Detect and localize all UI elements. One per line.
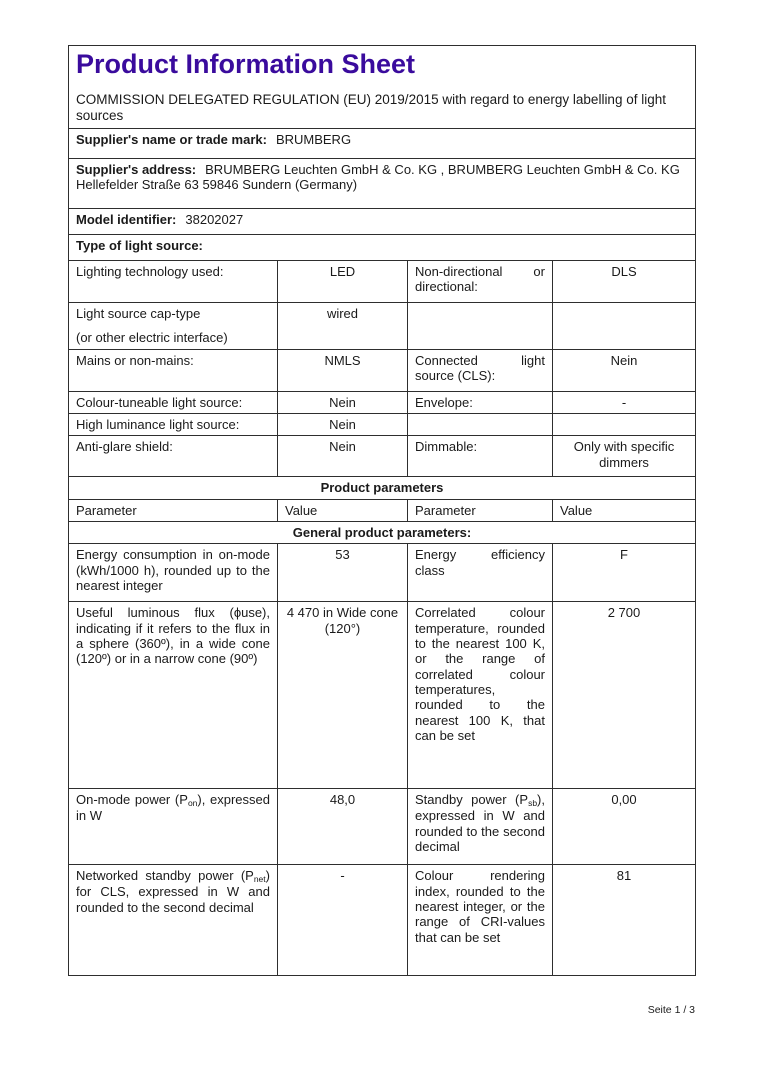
param-directionality: Non-directional or directional: <box>408 261 553 303</box>
supplier-address-value: BRUMBERG Leuchten GmbH & Co. KG , BRUMBERG Leuchten GmbH & Co. KG Hellefelder Straße 63 59846 Sundern (Germany) <box>76 162 680 193</box>
table-row <box>69 349 696 391</box>
value-useful-luminous-flux: 4 470 in Wide cone (120°) <box>278 602 408 789</box>
param-empty-1 <box>408 303 553 350</box>
cap-type-line1: Light source cap-type <box>76 306 201 321</box>
networked-standby-text-end: ) for CLS, expressed in W and rounded to the second decimal <box>76 868 270 915</box>
on-mode-power-text: On-mode power (P <box>76 792 188 808</box>
value-colour-rendering-index: 81 <box>553 865 696 976</box>
type-of-light-source-label: Type of light source: <box>76 238 203 253</box>
value-on-mode-power: 48,0 <box>278 789 408 865</box>
column-header-parameter-1: Parameter <box>69 499 278 521</box>
page-title: Product Information Sheet <box>76 49 416 79</box>
param-colour-rendering-index: Colour rendering index, rounded to the nearest integer, or the range of CRI-values that can be set <box>408 865 553 976</box>
page-number: Seite 1 / 3 <box>647 1004 695 1016</box>
column-header-value-1: Value <box>278 499 408 521</box>
networked-standby-subscript: net <box>253 874 266 885</box>
value-lighting-technology: LED <box>278 261 408 303</box>
column-header-row <box>69 499 696 521</box>
value-connected-light-source: Nein <box>553 349 696 391</box>
supplier-name-label: Supplier's name or trade mark: <box>76 132 267 147</box>
column-header-parameter-2: Parameter <box>408 499 553 521</box>
model-identifier-row <box>69 209 696 235</box>
value-anti-glare: Nein <box>278 436 408 477</box>
param-lighting-technology: Lighting technology used: <box>69 261 278 303</box>
table-row <box>69 865 696 976</box>
value-high-luminance: Nein <box>278 413 408 435</box>
param-envelope: Envelope: <box>408 391 553 413</box>
supplier-address-row <box>69 159 696 209</box>
table-row <box>69 544 696 602</box>
value-energy-consumption: 53 <box>278 544 408 602</box>
param-standby-power <box>408 789 553 865</box>
standby-power-subscript: sb <box>528 798 538 809</box>
section-title-product-parameters: Product parameters <box>69 477 696 499</box>
param-energy-efficiency-class: Energy efficiency class <box>408 544 553 602</box>
product-info-table <box>68 45 696 976</box>
value-networked-standby-power: - <box>278 865 408 976</box>
value-colour-tuneable: Nein <box>278 391 408 413</box>
type-of-light-source-row <box>69 235 696 261</box>
param-networked-standby-power <box>69 865 278 976</box>
table-row <box>69 602 696 789</box>
param-high-luminance: High luminance light source: <box>69 413 278 435</box>
value-energy-efficiency-class: F <box>553 544 696 602</box>
title-cell <box>69 46 696 129</box>
value-cap-type: wired <box>278 303 408 350</box>
param-anti-glare: Anti-glare shield: <box>69 436 278 477</box>
param-cap-type <box>69 303 278 350</box>
table-row <box>69 789 696 865</box>
param-dimmable: Dimmable: <box>408 436 553 477</box>
table-row <box>69 391 696 413</box>
model-identifier-value: 38202027 <box>185 212 244 227</box>
value-dimmable: Only with specific dimmers <box>553 436 696 477</box>
table-row <box>69 436 696 477</box>
param-empty-2 <box>408 413 553 435</box>
value-empty-2 <box>553 413 696 435</box>
param-connected-light-source: Connected light source (CLS): <box>408 349 553 391</box>
supplier-name-row <box>69 129 696 159</box>
value-empty-1 <box>553 303 696 350</box>
standby-power-text-end: ), expressed in W and rounded to the second decimal <box>415 792 545 854</box>
value-standby-power: 0,00 <box>553 789 696 865</box>
param-energy-consumption: Energy consumption in on-mode (kWh/1000 h), rounded up to the nearest integer <box>69 544 278 602</box>
param-correlated-colour-temperature: Correlated colour temperature, rounded to the nearest 100 K, or the range of correlated colour temperatures, rounded to the nearest 100 K, that can be set <box>408 602 553 789</box>
param-on-mode-power <box>69 789 278 865</box>
param-useful-luminous-flux: Useful luminous flux (ϕuse), indicating if it refers to the flux in a sphere (360º), in a wide cone (120º) or in a narrow cone (90º) <box>69 602 278 789</box>
value-directionality: DLS <box>553 261 696 303</box>
cap-type-line2: (or other electric interface) <box>76 330 228 346</box>
column-header-value-2: Value <box>553 499 696 521</box>
regulation-subtitle: COMMISSION DELEGATED REGULATION (EU) 2019/2015 with regard to energy labelling of light sources <box>76 91 666 123</box>
group-title-general-parameters: General product parameters: <box>69 521 696 543</box>
table-row <box>69 261 696 303</box>
on-mode-power-subscript: on <box>187 798 198 809</box>
value-envelope: - <box>553 391 696 413</box>
on-mode-power-text-end: ), expressed in W <box>76 792 270 824</box>
model-identifier-label: Model identifier: <box>76 212 177 227</box>
table-row <box>69 413 696 435</box>
param-colour-tuneable: Colour-tuneable light source: <box>69 391 278 413</box>
param-mains: Mains or non-mains: <box>69 349 278 391</box>
networked-standby-text: Networked standby power (P <box>76 868 254 884</box>
supplier-name-value: BRUMBERG <box>275 132 352 147</box>
supplier-address-label: Supplier's address: <box>76 162 197 177</box>
standby-power-text: Standby power (P <box>415 792 529 808</box>
value-mains: NMLS <box>278 349 408 391</box>
table-row <box>69 303 696 350</box>
value-correlated-colour-temperature: 2 700 <box>553 602 696 789</box>
